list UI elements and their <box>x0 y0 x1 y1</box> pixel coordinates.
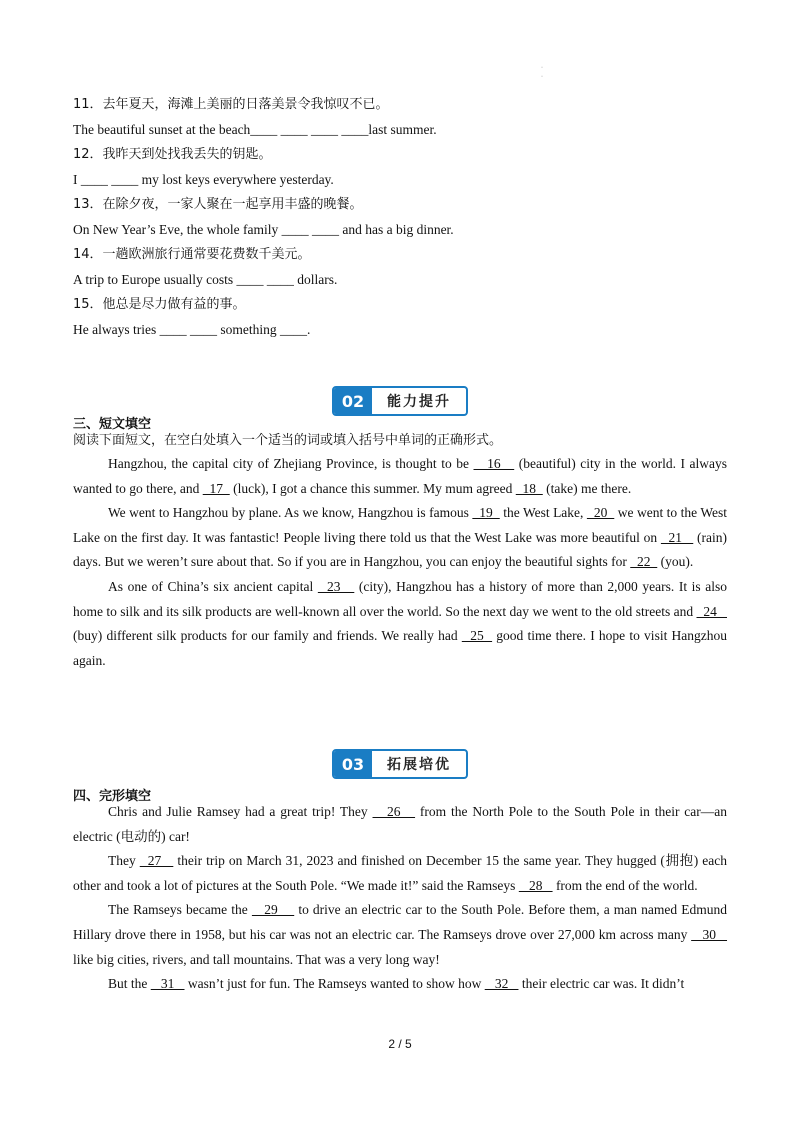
passage-paragraph: Chris and Julie Ramsey had a great trip! They 26 from the North Pole to the South Pole in their car—an electric (电动的) car! <box>73 804 728 844</box>
passage-paragraph: As one of China’s six ancient capital 23 (city), Hangzhou has a history of more than 2,000 years. It is also home to silk and its silk products are well-known all over the world. So the next day we went to the old streets and 24 (buy) different silk products for our family and friends. We really had 25 good time there. I hope to visit Hangzhou again. <box>73 578 728 668</box>
blank-18[interactable]: 18 <box>515 480 543 496</box>
section-4-passage <box>73 800 727 997</box>
banner-number: 02 <box>334 388 372 414</box>
blank-26[interactable]: 26 <box>372 804 416 819</box>
blank-20[interactable]: 20 <box>586 505 615 521</box>
passage-paragraph: Hangzhou, the capital city of Zhejiang Province, is thought to be 16 (beautiful) city in the world. I always wanted to go there, and 17 (luck), I got a chance this summer. My mum agreed 18 (take) me there. <box>73 456 727 496</box>
blank-19[interactable]: 19 <box>472 505 500 521</box>
blank-24[interactable]: 24 <box>696 603 727 619</box>
blank-16[interactable]: 16 <box>473 456 515 471</box>
section-banner-02 <box>332 386 468 416</box>
item-12-english: I ____ ____ my lost keys everywhere yesterday. <box>73 172 334 187</box>
section-4-heading: 四、完形填空 <box>73 789 152 804</box>
blank-28[interactable]: 28 <box>518 877 553 893</box>
item-14-chinese: 14．一趟欧洲旅行通常要花费数千美元。 <box>73 247 311 262</box>
item-11-chinese: 11．去年夏天，海滩上美丽的日落美景令我惊叹不已。 <box>73 97 389 112</box>
page-number: 2 / 5 <box>388 1037 412 1051</box>
item-15-chinese: 15．他总是尽力做有益的事。 <box>73 297 246 312</box>
section-3-passage <box>73 452 727 673</box>
blank-30[interactable]: 30 <box>691 926 728 942</box>
blank-22[interactable]: 22 <box>630 554 658 570</box>
item-13-chinese: 13．在除夕夜，一家人聚在一起享用丰盛的晚餐。 <box>73 197 363 212</box>
corner-mark: · · <box>541 65 543 80</box>
banner-label: 能力提升 <box>387 394 451 410</box>
blank-21[interactable]: 21 <box>660 529 694 545</box>
passage-paragraph: The Ramseys became the 29 to drive an electric car to the South Pole. Before them, a man named Edmund Hillary drove there in 1958, but his car was not an electric car. The Ramseys drove over 27,000 km across many 30 like big cities, rivers, and tall mountains. That was a very long way! <box>73 902 728 967</box>
item-15-english: He always tries ____ ____ something ____. <box>73 322 311 337</box>
item-12-chinese: 12．我昨天到处找我丢失的钥匙。 <box>73 147 272 162</box>
passage-paragraph: We went to Hangzhou by plane. As we know, Hangzhou is famous 19 the West Lake, 20 we went to the West Lake on the first day. It was fantastic! People living there told us that the West Lake was more beautiful on 21 (rain) days. But we weren’t sure about that. So if you are in Hangzhou, you can enjoy the beautiful sights for 22 (you). <box>73 505 728 570</box>
banner-label: 拓展培优 <box>387 757 451 773</box>
blank-31[interactable]: 31 <box>150 976 185 992</box>
section-3-instruction: 阅读下面短文，在空白处填入一个适当的词或填入括号中单词的正确形式。 <box>73 433 503 448</box>
blank-29[interactable]: 29 <box>251 902 295 918</box>
blank-23[interactable]: 23 <box>317 578 355 594</box>
blank-32[interactable]: 32 <box>484 976 519 992</box>
item-11-english: The beautiful sunset at the beach____ ____ ____ ____last summer. <box>73 122 437 137</box>
section-banner-03 <box>332 749 468 779</box>
blank-17[interactable]: 17 <box>202 480 230 496</box>
passage-paragraph: They 27 their trip on March 31, 2023 and finished on December 15 the same year. They hugged (拥抱) each other and took a lot of pictures at the South Pole. “We made it!” said the Ramseys 28 from the end of the world. <box>73 853 727 893</box>
item-13-english: On New Year’s Eve, the whole family ____ ____ and has a big dinner. <box>73 222 454 237</box>
section-3-heading: 三、短文填空 <box>73 417 152 432</box>
blank-25[interactable]: 25 <box>461 628 493 644</box>
passage-paragraph: But the 31 wasn’t just for fun. The Ramseys wanted to show how 32 their electric car was. It didn’t <box>108 976 685 992</box>
banner-number: 03 <box>334 751 372 777</box>
item-14-english: A trip to Europe usually costs ____ ____ dollars. <box>73 272 338 287</box>
blank-27[interactable]: 27 <box>139 853 174 869</box>
